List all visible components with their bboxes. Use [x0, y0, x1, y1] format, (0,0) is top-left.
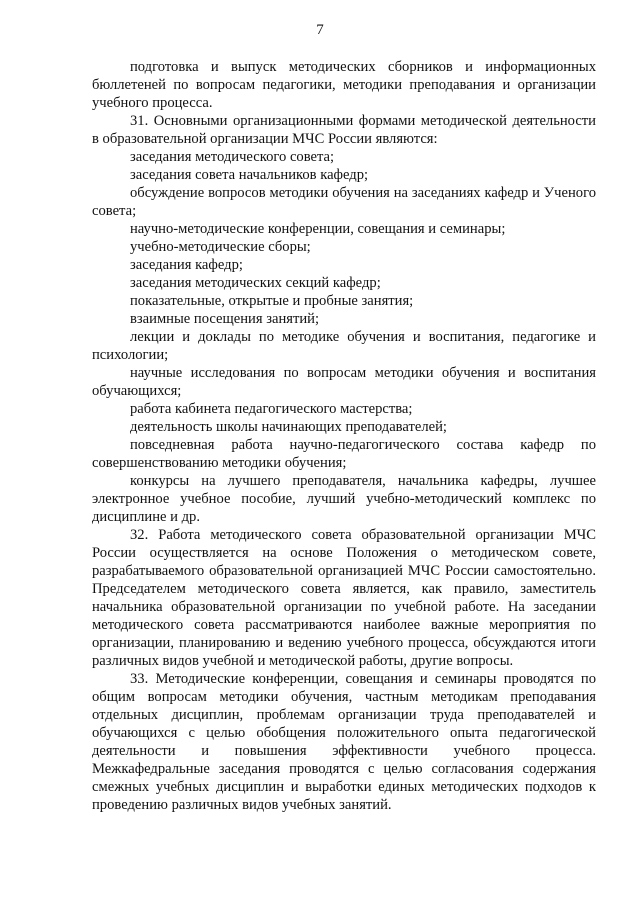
paragraph-31: 31. Основными организационными формами методической деятельности в образовательной организации МЧС России являются: — [92, 113, 596, 147]
list-item: заседания кафедр; — [130, 257, 243, 273]
list-item: конкурсы на лучшего преподавателя, начальника кафедры, лучшее электронное учебное пособие, лучший учебно-методический комплекс по дисциплине и др. — [92, 473, 596, 525]
paragraph-32: 32. Работа методического совета образовательной организации МЧС России осуществляется на основе Положения о методическом совете, разрабатываемого образовательной организацией МЧС России самостоятельно. Председателем методического совета является, как правило, заместитель начальника образовательной организации по учебной работе. На заседании методического совета рассматриваются наиболее важные мероприятия по организации, планированию и ведению учебного процесса, обсуждаются итоги различных видов учебной и методической работы, другие вопросы. — [92, 527, 596, 669]
list-item: повседневная работа научно-педагогического состава кафедр по совершенствованию методики обучения; — [92, 437, 596, 471]
list-item: учебно-методические сборы; — [130, 239, 311, 255]
list-item: взаимные посещения занятий; — [130, 311, 320, 327]
list-item: заседания совета начальников кафедр; — [130, 167, 369, 183]
list-item: научно-методические конференции, совещания и семинары; — [130, 221, 506, 237]
list-item: научные исследования по вопросам методики обучения и воспитания обучающихся; — [92, 365, 596, 399]
list-item: деятельность школы начинающих преподавателей; — [130, 419, 447, 435]
page-number: 7 — [316, 22, 324, 38]
list-item: лекции и доклады по методике обучения и воспитания, педагогике и психологии; — [92, 329, 596, 363]
list-item: обсуждение вопросов методики обучения на заседаниях кафедр и Ученого совета; — [92, 185, 596, 219]
paragraph: подготовка и выпуск методических сборников и информационных бюллетеней по вопросам педагогики, методики преподавания и организации учебного процесса. — [92, 59, 596, 111]
list-item: работа кабинета педагогического мастерства; — [130, 401, 413, 417]
list-item: показательные, открытые и пробные занятия; — [130, 293, 414, 309]
list-item: заседания методического совета; — [130, 149, 335, 165]
paragraph-33: 33. Методические конференции, совещания и семинары проводятся по общим вопросам методики обучения, частным методикам преподавания отдельных дисциплин, проблемам организации труда преподавателей и обучающихся с целью обобщения положительного опыта педагогической деятельности и повышения эффективности учебного процесса. Межкафедральные заседания проводятся с целью согласования содержания смежных учебных дисциплин и выработки единых методических подходов к проведению различных видов учебных занятий. — [92, 671, 596, 813]
document-text — [92, 58, 596, 814]
list-item: заседания методических секций кафедр; — [130, 275, 381, 291]
